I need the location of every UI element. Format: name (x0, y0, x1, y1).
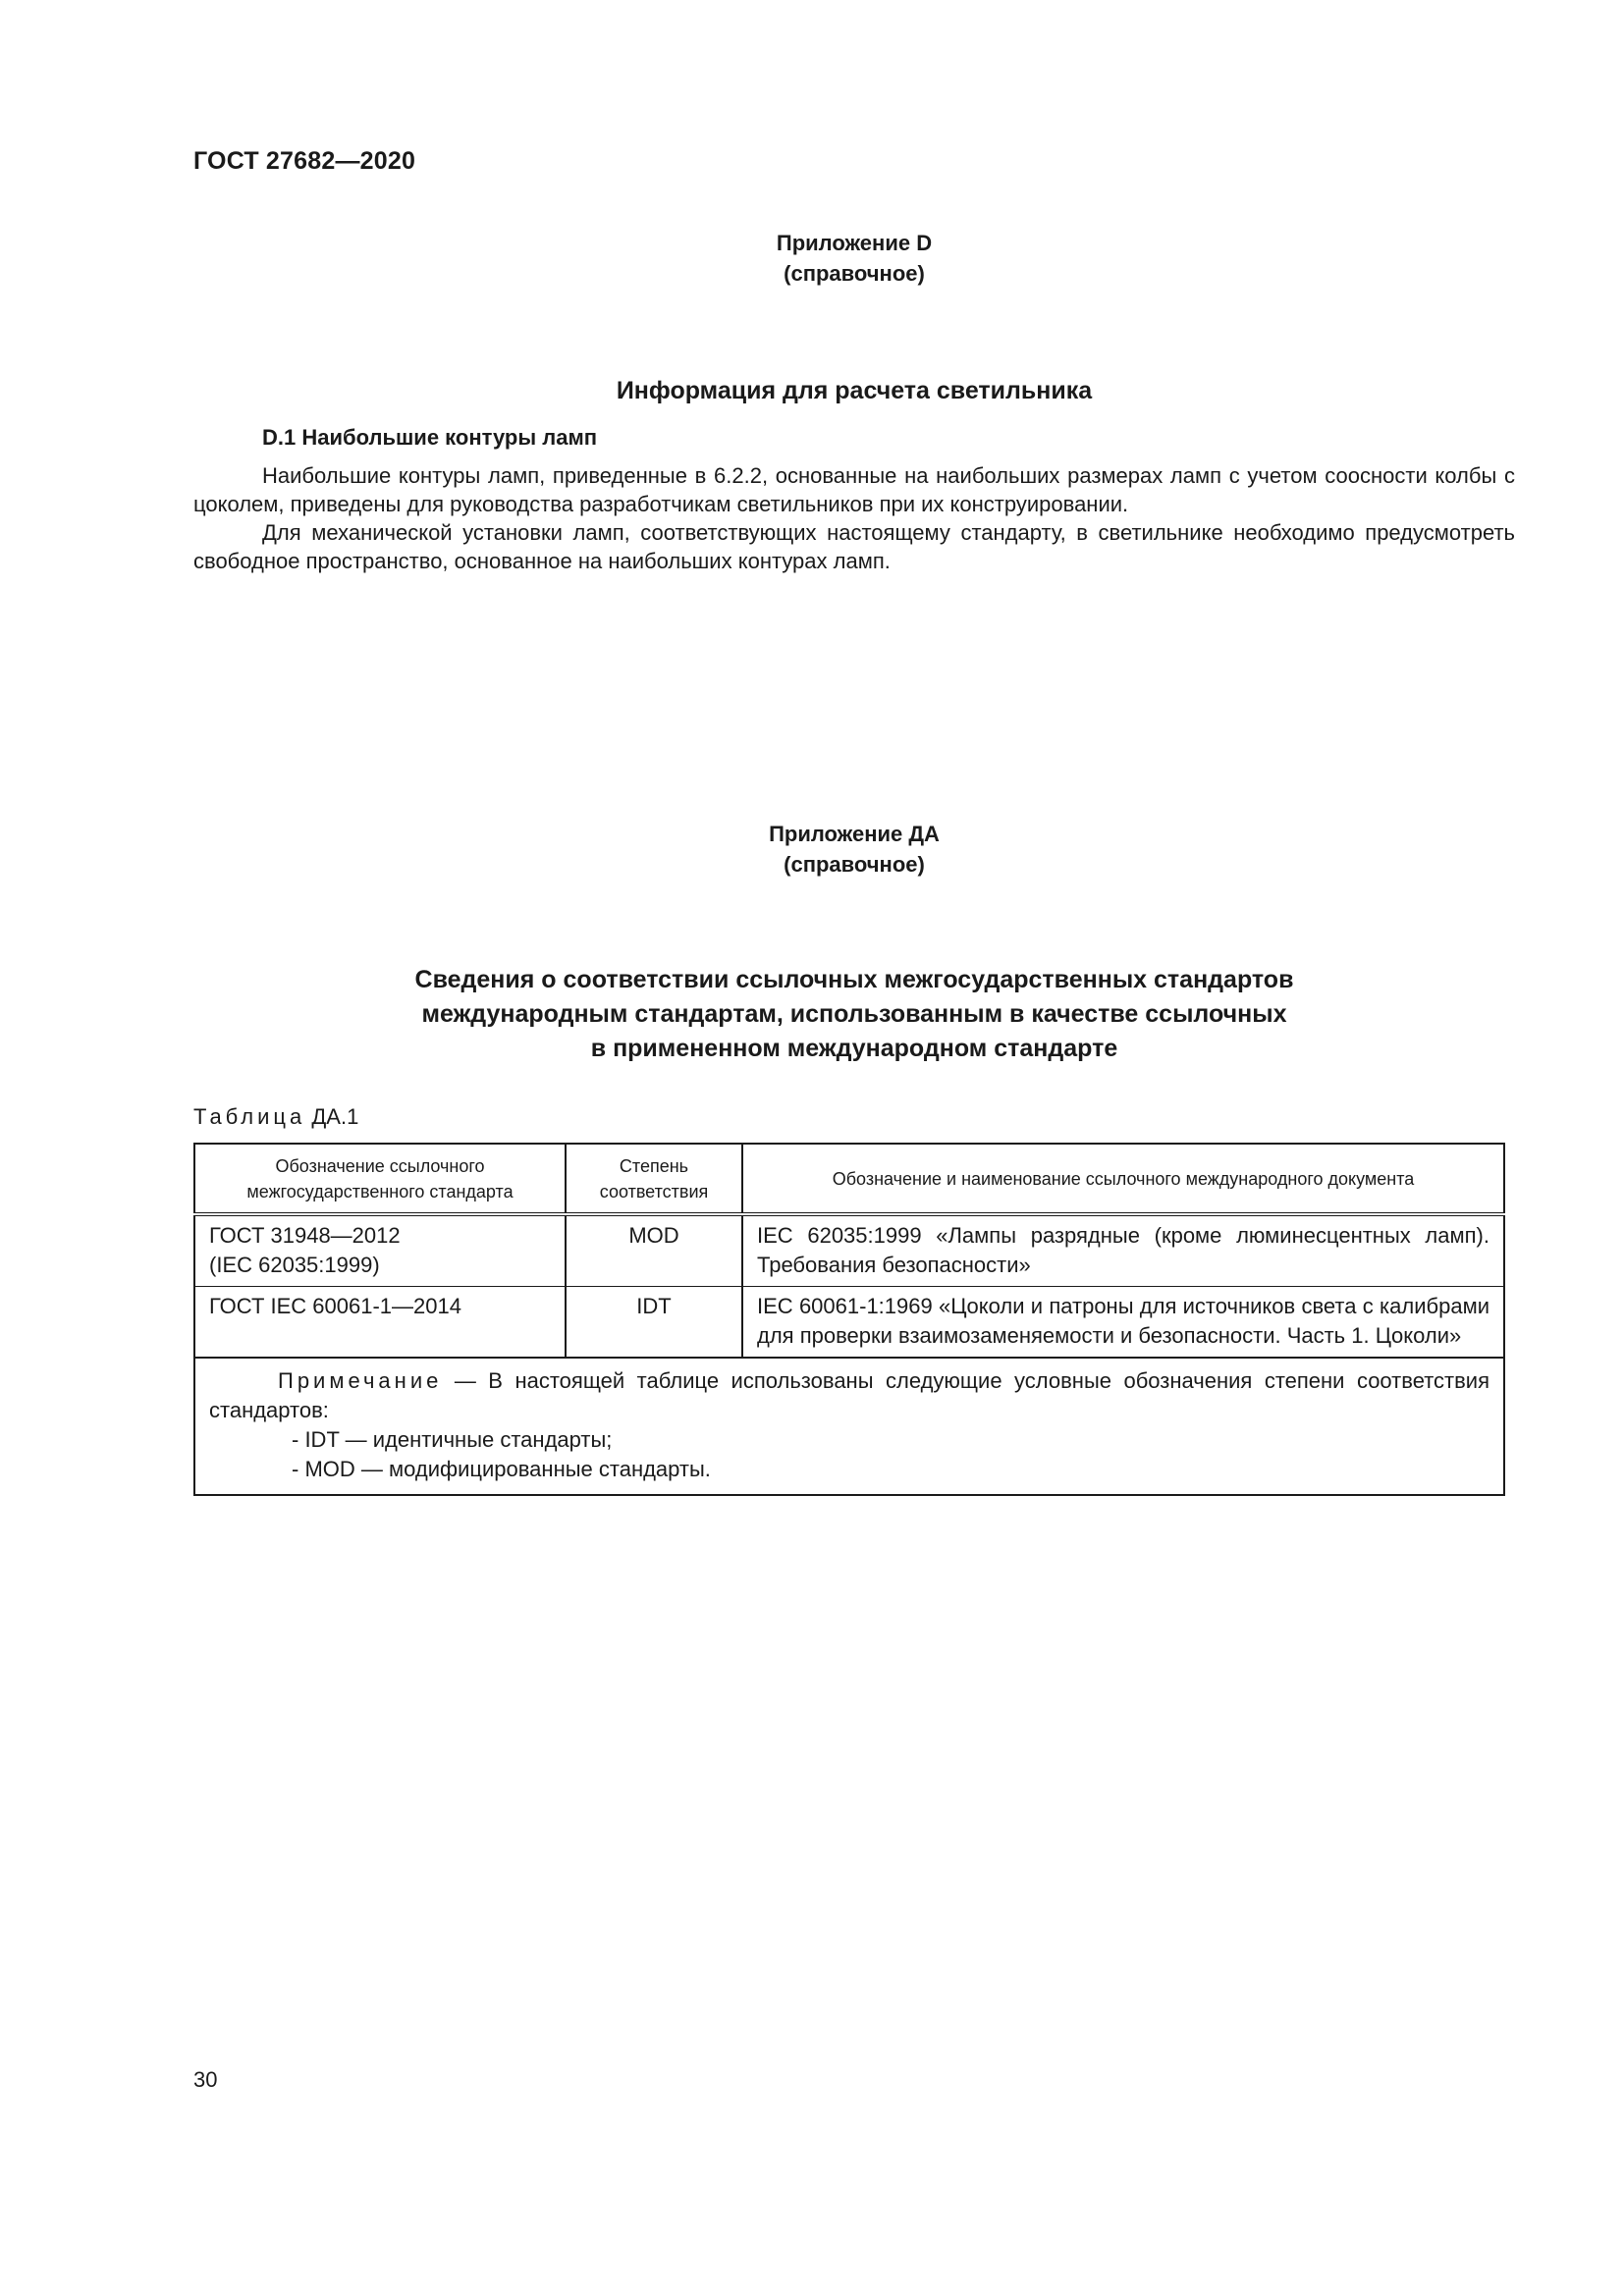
annex-d-heading (193, 228, 1515, 289)
degree-cell: IDT (566, 1287, 742, 1359)
annex-d-status: (справочное) (784, 261, 925, 286)
note-text (209, 1366, 1489, 1425)
page-number: 30 (193, 2067, 218, 2092)
reference-standards-table (193, 1143, 1505, 1496)
table-note (194, 1358, 1504, 1495)
standard-cell (194, 1287, 566, 1359)
subsection-title: D.1 Наибольшие контуры ламп (262, 425, 598, 450)
column-header-international: Обозначение и наименование ссылочного международного документа (742, 1144, 1504, 1214)
annex-d-title: Информация для расчета светильника (616, 377, 1093, 404)
annex-da-title-line: Сведения о соответствии ссылочных межгосударственных стандартов (414, 966, 1294, 993)
standard-designation: ГОСТ 31948—2012 (209, 1223, 401, 1248)
column-header-degree: Степень соответствия (566, 1144, 742, 1214)
annex-da-title-line: международным стандартам, использованным в качестве ссылочных (421, 1000, 1287, 1028)
degree-cell: MOD (566, 1214, 742, 1287)
paragraph: Для механической установки ламп, соответствующих настоящему стандарту, в светильнике необходимо предусмотреть свободное пространство, основанное на наибольших контурах ламп. (193, 520, 1515, 573)
annex-da-title (193, 963, 1515, 1066)
note-body: — В настоящей таблице использованы следующие условные обозначения степени соответствия стандартов: (209, 1368, 1489, 1422)
standard-cell (194, 1214, 566, 1287)
international-document-cell: IEC 62035:1999 «Лампы разрядные (кроме люминесцентных ламп). Требования безопасности» (742, 1214, 1504, 1287)
note-list-item: - IDT — идентичные стандарты; (292, 1427, 613, 1452)
document-code: ГОСТ 27682—2020 (193, 147, 416, 175)
annex-d-label: Приложение D (776, 231, 933, 255)
standard-designation: (IEC 62035:1999) (209, 1253, 380, 1277)
annex-da-label: Приложение ДА (769, 822, 940, 846)
table-caption-number: ДА.1 (311, 1104, 359, 1129)
table-header-row (194, 1144, 1504, 1214)
table-row (194, 1214, 1504, 1287)
annex-da-heading (193, 819, 1515, 880)
table-caption (193, 1104, 358, 1130)
standard-designation: ГОСТ IEC 60061-1—2014 (209, 1294, 461, 1318)
note-label: Примечание (278, 1368, 443, 1393)
annex-da-title-line: в примененном международном стандарте (590, 1035, 1118, 1062)
column-header-standard: Обозначение ссылочного межгосударственного стандарта (194, 1144, 566, 1214)
international-document-cell: IEC 60061-1:1969 «Цоколи и патроны для источников света с калибрами для проверки взаимозаменяемости и безопасности. Часть 1. Цоколи» (742, 1287, 1504, 1359)
note-list-item: - MOD — модифицированные стандарты. (292, 1457, 711, 1481)
paragraph: Наибольшие контуры ламп, приведенные в 6.2.2, основанные на наибольших размерах ламп с учетом соосности колбы с цоколем, приведены для руководства разработчикам светильников при их конструировании. (193, 463, 1515, 516)
annex-d-body (193, 461, 1515, 575)
table-note-row (194, 1358, 1504, 1495)
annex-da-status: (справочное) (784, 852, 925, 877)
table-caption-word: Таблица (193, 1104, 306, 1129)
table-row (194, 1287, 1504, 1359)
